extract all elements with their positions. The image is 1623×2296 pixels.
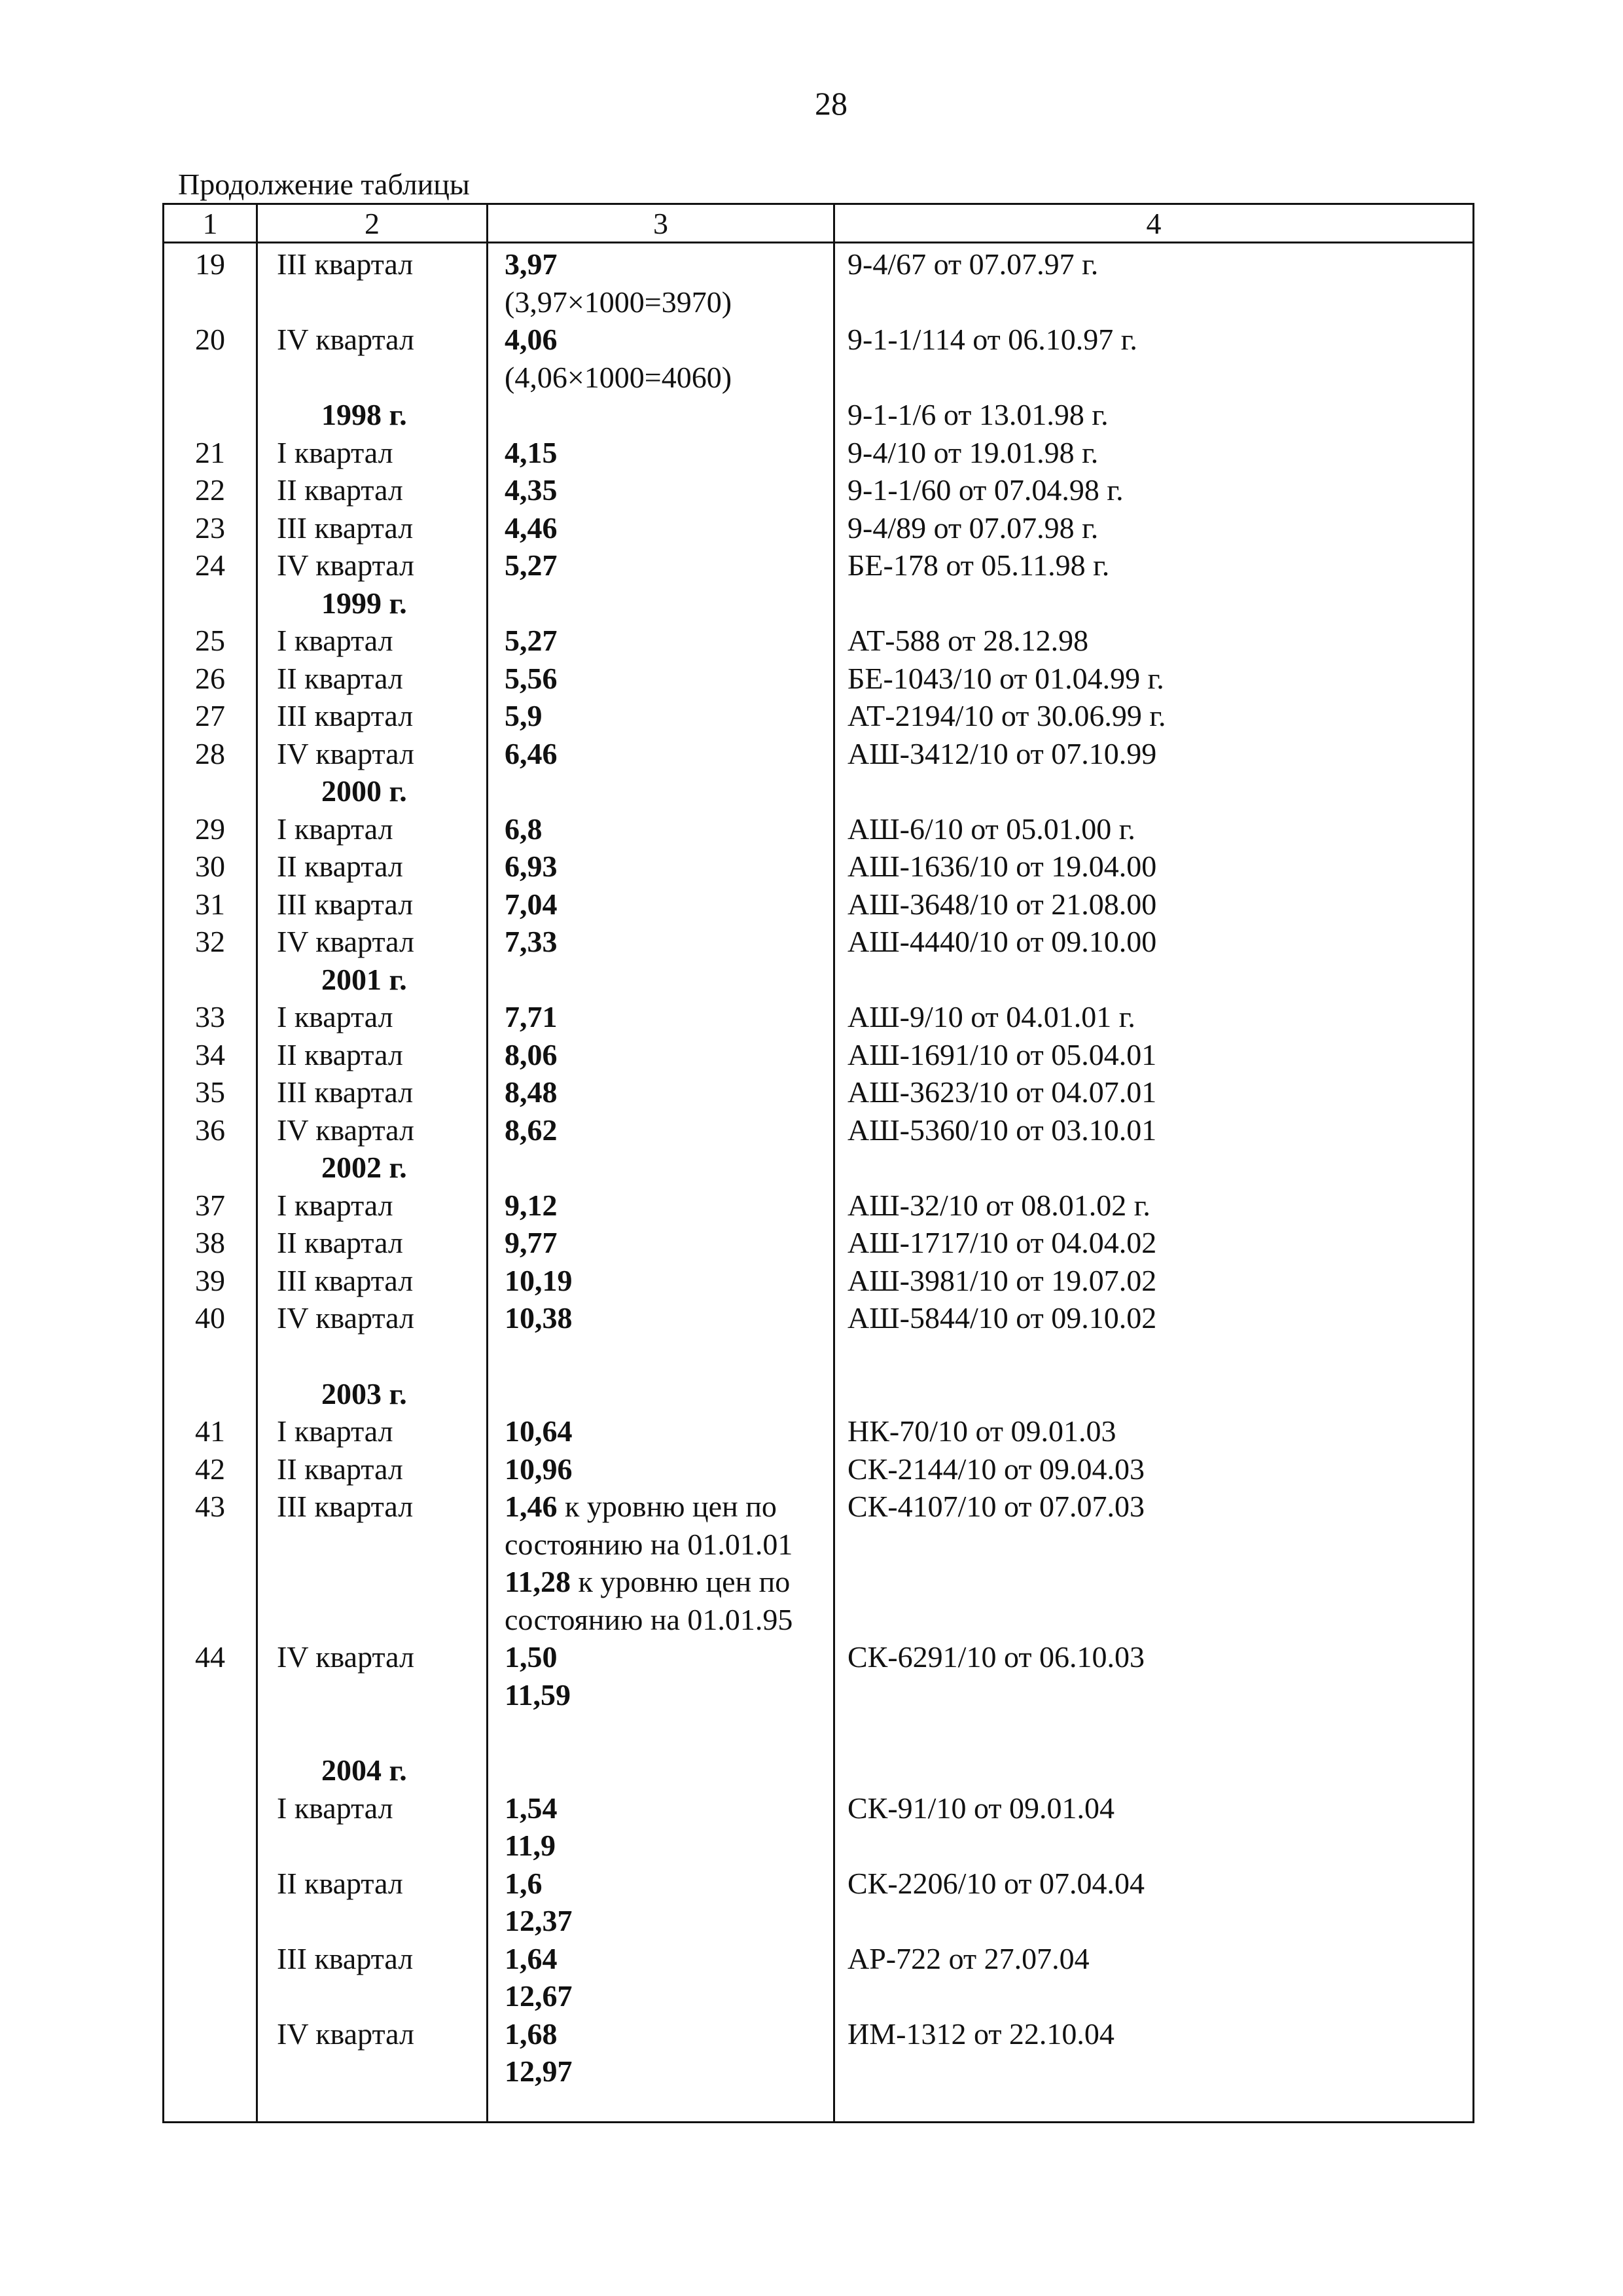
document-ref: АШ-5844/10 от 09.10.02	[847, 1301, 1157, 1335]
row-number	[164, 1751, 256, 1789]
document-ref: 9-1-1/60 от 07.04.98 г.	[847, 473, 1124, 507]
page-number: 28	[815, 85, 847, 122]
document-ref: АШ-6/10 от 05.01.00 г.	[847, 812, 1135, 846]
index-value	[486, 1865, 833, 1903]
document-ref	[833, 2053, 1474, 2090]
period-cell	[256, 283, 486, 321]
index-value	[486, 547, 833, 584]
index-number: 6,8	[505, 812, 543, 846]
document-ref	[833, 283, 1474, 321]
row-number: 43	[195, 1490, 225, 1523]
table-row	[164, 1638, 1472, 1676]
table-row	[164, 1827, 1472, 1865]
table-row	[164, 1073, 1472, 1111]
index-number: 3,97	[505, 247, 558, 281]
table-body	[164, 245, 1472, 2090]
table-row	[164, 471, 1472, 509]
table-caption: Продолжение таблицы	[178, 168, 470, 201]
index-value	[486, 1676, 833, 1714]
period-cell	[256, 2053, 486, 2090]
period-cell: IV квартал	[277, 925, 414, 958]
table-row	[164, 245, 1472, 283]
index-value	[486, 1375, 833, 1413]
table-row	[164, 1713, 1472, 1751]
period-cell: III квартал	[277, 699, 414, 732]
period-cell: IV квартал	[277, 2017, 414, 2051]
table-row	[164, 622, 1472, 660]
period-cell: IV квартал	[277, 548, 414, 582]
period-cell: II квартал	[277, 661, 403, 695]
row-number	[164, 1601, 256, 1639]
index-value	[486, 245, 833, 283]
index-value	[486, 434, 833, 472]
row-number	[164, 1149, 256, 1187]
document-ref: АШ-3412/10 от 07.10.99	[847, 736, 1157, 770]
period-cell: II квартал	[277, 1037, 403, 1071]
index-value	[486, 1187, 833, 1225]
table-row	[164, 1865, 1472, 1903]
index-value	[486, 1450, 833, 1488]
row-number: 26	[195, 661, 225, 695]
index-value	[486, 772, 833, 810]
index-number: 4,35	[505, 473, 558, 507]
period-cell	[256, 1526, 486, 1564]
period-cell: III квартал	[277, 1263, 414, 1297]
table-row	[164, 998, 1472, 1036]
document-ref: 9-4/10 от 19.01.98 г.	[847, 435, 1099, 469]
period-cell: I квартал	[277, 812, 393, 846]
table-row	[164, 2015, 1472, 2053]
row-number: 33	[195, 1000, 225, 1033]
index-value	[486, 961, 833, 999]
document-ref	[833, 1827, 1474, 1865]
row-number: 29	[195, 812, 225, 846]
index-number: 1,6	[505, 1866, 543, 1900]
index-number: 9,12	[505, 1188, 558, 1222]
table-row	[164, 584, 1472, 622]
row-number: 25	[195, 624, 225, 657]
index-number: 8,62	[505, 1113, 558, 1147]
index-number: 5,27	[505, 548, 558, 582]
row-number: 37	[195, 1188, 225, 1222]
table-row	[164, 1563, 1472, 1601]
index-value	[486, 1902, 833, 1940]
index-number: 6,93	[505, 850, 558, 883]
row-number	[164, 396, 256, 434]
table-row	[164, 1902, 1472, 1940]
index-value	[486, 1299, 833, 1337]
row-number	[164, 1789, 256, 1827]
document-ref: АШ-1717/10 от 04.04.02	[847, 1226, 1157, 1259]
index-value: состоянию на 01.01.95	[505, 1602, 793, 1636]
period-cell	[256, 1902, 486, 1940]
document-ref: СК-2144/10 от 09.04.03	[847, 1452, 1145, 1486]
index-number: 9,77	[505, 1226, 558, 1259]
period-cell: I квартал	[277, 1791, 393, 1825]
period-cell	[256, 1977, 486, 2015]
index-number: 8,06	[505, 1037, 558, 1071]
row-number: 32	[195, 925, 225, 958]
table-row	[164, 321, 1472, 359]
document-ref: 9-4/89 от 07.07.98 г.	[847, 511, 1099, 545]
document-ref: АШ-1691/10 от 05.04.01	[847, 1037, 1157, 1071]
row-number: 19	[195, 247, 225, 281]
period-cell: I квартал	[277, 1414, 393, 1448]
row-number: 41	[195, 1414, 225, 1448]
row-number: 38	[195, 1226, 225, 1259]
header-divider	[164, 242, 1472, 243]
index-value	[486, 1149, 833, 1187]
document-ref	[833, 1526, 1474, 1564]
table-row	[164, 1977, 1472, 2015]
index-value	[486, 1262, 833, 1300]
period-cell: IV квартал	[277, 1113, 414, 1147]
table-row	[164, 961, 1472, 999]
document-ref	[833, 1375, 1474, 1413]
document-ref: АШ-9/10 от 04.01.01 г.	[847, 1000, 1135, 1033]
document-ref: СК-6291/10 от 06.10.03	[847, 1640, 1145, 1674]
index-value	[486, 622, 833, 660]
year-heading: 2000 г.	[321, 774, 407, 808]
index-value	[486, 1111, 833, 1149]
index-value	[486, 1036, 833, 1074]
index-number: 10,19	[505, 1263, 573, 1297]
index-value	[486, 923, 833, 961]
table-row	[164, 547, 1472, 584]
document-ref	[833, 1676, 1474, 1714]
document-ref: 9-4/67 от 07.07.97 г.	[847, 247, 1099, 281]
row-number	[164, 359, 256, 397]
row-number: 39	[195, 1263, 225, 1297]
row-number: 36	[195, 1113, 225, 1147]
year-heading: 2002 г.	[321, 1151, 407, 1184]
document-ref	[833, 961, 1474, 999]
period-cell: II квартал	[277, 850, 403, 883]
row-number	[164, 1563, 256, 1601]
index-number: 4,46	[505, 511, 558, 545]
index-value	[486, 1412, 833, 1450]
index-value	[486, 735, 833, 773]
table-row	[164, 1450, 1472, 1488]
period-cell: I квартал	[277, 1188, 393, 1222]
table-row	[164, 660, 1472, 698]
table-row	[164, 359, 1472, 397]
table-row	[164, 1751, 1472, 1789]
row-number	[164, 2053, 256, 2090]
document-ref	[833, 359, 1474, 397]
index-number: 5,56	[505, 661, 558, 695]
table-row	[164, 810, 1472, 848]
period-cell: III квартал	[277, 247, 414, 281]
row-number	[164, 1940, 256, 1978]
data-table	[162, 203, 1474, 2123]
period-cell: IV квартал	[277, 1640, 414, 1674]
table-row	[164, 848, 1472, 886]
index-value	[486, 1789, 833, 1827]
document-ref: АР-722 от 27.07.04	[847, 1941, 1090, 1975]
index-value	[486, 1827, 833, 1865]
index-value	[486, 660, 833, 698]
document-ref: СК-91/10 от 09.01.04	[847, 1791, 1115, 1825]
index-value	[486, 1224, 833, 1262]
document-ref	[833, 1601, 1474, 1639]
document-ref	[833, 772, 1474, 810]
header-col-3: 3	[653, 207, 668, 240]
row-number	[164, 1526, 256, 1564]
period-cell	[256, 1601, 486, 1639]
period-cell: III квартал	[277, 511, 414, 545]
period-cell	[256, 359, 486, 397]
row-number: 35	[195, 1075, 225, 1109]
year-heading: 2001 г.	[321, 962, 407, 996]
row-number	[164, 772, 256, 810]
row-number: 30	[195, 850, 225, 883]
table-row	[164, 735, 1472, 773]
year-heading: 2003 г.	[321, 1376, 407, 1410]
document-ref: 9-1-1/6 от 13.01.98 г.	[847, 398, 1109, 431]
index-value	[486, 396, 833, 434]
row-number	[164, 1676, 256, 1714]
row-number	[164, 283, 256, 321]
period-cell: IV квартал	[277, 1301, 414, 1335]
period-cell	[256, 1676, 486, 1714]
table-row	[164, 1262, 1472, 1300]
index-number: 6,46	[505, 736, 558, 770]
index-value	[486, 697, 833, 735]
period-cell: I квартал	[277, 435, 393, 469]
row-number: 40	[195, 1301, 225, 1335]
index-number: 5,9	[505, 699, 543, 732]
index-number: 5,27	[505, 624, 558, 657]
index-number: 1,46	[505, 1490, 558, 1523]
table-row	[164, 2053, 1472, 2090]
table-row	[164, 1299, 1472, 1337]
table-row	[164, 1676, 1472, 1714]
document-ref: АТ-588 от 28.12.98	[847, 624, 1089, 657]
table-row	[164, 283, 1472, 321]
header-col-1: 1	[202, 207, 218, 240]
document-ref: БЕ-178 от 05.11.98 г.	[847, 548, 1110, 582]
index-value: состоянию на 01.01.01	[505, 1527, 793, 1561]
index-value	[486, 584, 833, 622]
index-number: 12,97	[505, 2054, 573, 2088]
row-number: 23	[195, 511, 225, 545]
year-heading: 1999 г.	[321, 586, 407, 620]
table-row	[164, 1488, 1472, 1526]
index-number: 4,06	[505, 323, 558, 356]
table-row	[164, 1111, 1472, 1149]
index-number: 11,59	[505, 1677, 571, 1712]
period-cell: III квартал	[277, 1941, 414, 1975]
document-ref: БЕ-1043/10 от 01.04.99 г.	[847, 661, 1164, 695]
index-value	[486, 1073, 833, 1111]
index-value	[486, 471, 833, 509]
index-value	[486, 2015, 833, 2053]
row-number	[164, 1977, 256, 2015]
document-ref	[833, 584, 1474, 622]
index-number: 8,48	[505, 1075, 558, 1109]
index-value	[486, 1977, 833, 2015]
index-value	[486, 848, 833, 886]
table-row	[164, 923, 1472, 961]
index-number: 7,04	[505, 887, 558, 921]
row-number	[164, 1827, 256, 1865]
document-ref: АШ-4440/10 от 09.10.00	[847, 925, 1157, 958]
document-ref: АШ-3648/10 от 21.08.00	[847, 887, 1157, 921]
index-number: 4,15	[505, 435, 558, 469]
period-cell: III квартал	[277, 887, 414, 921]
index-number: 12,67	[505, 1979, 573, 2013]
index-value	[486, 509, 833, 547]
row-number: 31	[195, 887, 225, 921]
period-cell: III квартал	[277, 1075, 414, 1109]
year-heading: 2004 г.	[321, 1753, 407, 1787]
table-row	[164, 1601, 1472, 1639]
period-cell: I квартал	[277, 1000, 393, 1033]
period-cell: II квартал	[277, 1452, 403, 1486]
year-heading: 1998 г.	[321, 398, 407, 431]
period-cell: I квартал	[277, 624, 393, 657]
table-row	[164, 509, 1472, 547]
document-ref: СК-2206/10 от 07.04.04	[847, 1866, 1145, 1900]
table-row	[164, 1187, 1472, 1225]
period-cell: IV квартал	[277, 736, 414, 770]
period-cell: II квартал	[277, 473, 403, 507]
row-number: 21	[195, 435, 225, 469]
table-row	[164, 1412, 1472, 1450]
table-row	[164, 1940, 1472, 1978]
index-number: 12,37	[505, 1904, 573, 1937]
index-value	[486, 998, 833, 1036]
document-ref: АТ-2194/10 от 30.06.99 г.	[847, 699, 1166, 732]
row-number	[164, 1375, 256, 1413]
index-number: 1,50	[505, 1640, 558, 1674]
document-ref	[833, 1902, 1474, 1940]
table-row	[164, 1149, 1472, 1187]
index-value	[486, 1940, 833, 1978]
document-ref: НК-70/10 от 09.01.03	[847, 1414, 1116, 1448]
index-number: 1,64	[505, 1941, 558, 1975]
row-number	[164, 1865, 256, 1903]
row-number	[164, 1902, 256, 1940]
period-cell	[256, 1563, 486, 1601]
table-row	[164, 1526, 1472, 1564]
index-number: 7,71	[505, 1000, 558, 1033]
index-number: 7,33	[505, 925, 558, 958]
index-number: 1,68	[505, 2017, 558, 2051]
document-ref: СК-4107/10 от 07.07.03	[847, 1490, 1145, 1523]
index-value: (3,97×1000=3970)	[505, 285, 732, 319]
period-cell: IV квартал	[277, 323, 414, 356]
document-ref: АШ-1636/10 от 19.04.00	[847, 850, 1157, 883]
index-value: 11,28 к уровню цен по	[505, 1565, 791, 1598]
index-number: 10,96	[505, 1452, 573, 1486]
index-value: (4,06×1000=4060)	[505, 360, 732, 394]
period-cell	[256, 1827, 486, 1865]
row-number: 42	[195, 1452, 225, 1486]
row-number: 20	[195, 323, 225, 356]
period-cell: III квартал	[277, 1490, 414, 1523]
document-ref: АШ-5360/10 от 03.10.01	[847, 1113, 1157, 1147]
row-number: 28	[195, 736, 225, 770]
table-row	[164, 1337, 1472, 1375]
document-ref: ИМ-1312 от 22.10.04	[847, 2017, 1115, 2051]
table-row	[164, 772, 1472, 810]
document-ref	[833, 1149, 1474, 1187]
row-number: 27	[195, 699, 225, 732]
document-ref: АШ-3623/10 от 04.07.01	[847, 1075, 1157, 1109]
table-row	[164, 886, 1472, 924]
table-row	[164, 697, 1472, 735]
index-number: 10,38	[505, 1301, 573, 1335]
index-number: 11,9	[505, 1829, 556, 1862]
table-row	[164, 1036, 1472, 1074]
row-number: 24	[195, 548, 225, 582]
document-ref: 9-1-1/114 от 06.10.97 г.	[847, 323, 1137, 356]
header-col-4: 4	[1146, 207, 1162, 240]
row-number: 22	[195, 473, 225, 507]
row-number	[164, 584, 256, 622]
index-number: 10,64	[505, 1414, 573, 1448]
row-number	[164, 961, 256, 999]
table-row	[164, 396, 1472, 434]
row-number: 34	[195, 1037, 225, 1071]
row-number	[164, 2015, 256, 2053]
row-number: 44	[195, 1640, 225, 1674]
header-col-2: 2	[365, 207, 380, 240]
index-number: 1,54	[505, 1791, 558, 1825]
index-number: 11,28	[505, 1565, 571, 1598]
document-ref: АШ-32/10 от 08.01.02 г.	[847, 1188, 1150, 1222]
index-value	[486, 2053, 833, 2090]
document-ref	[833, 1563, 1474, 1601]
table-row	[164, 1789, 1472, 1827]
document-ref	[833, 1977, 1474, 2015]
index-value	[486, 1638, 833, 1676]
table-row	[164, 1224, 1472, 1262]
index-value	[486, 1751, 833, 1789]
index-value: 1,46 к уровню цен по	[505, 1490, 777, 1523]
table-row	[164, 434, 1472, 472]
index-value	[486, 810, 833, 848]
index-value	[486, 886, 833, 924]
table-row	[164, 1375, 1472, 1413]
document-ref: АШ-3981/10 от 19.07.02	[847, 1263, 1157, 1297]
period-cell: II квартал	[277, 1226, 403, 1259]
period-cell: II квартал	[277, 1866, 403, 1900]
document-ref	[833, 1751, 1474, 1789]
index-value	[486, 321, 833, 359]
